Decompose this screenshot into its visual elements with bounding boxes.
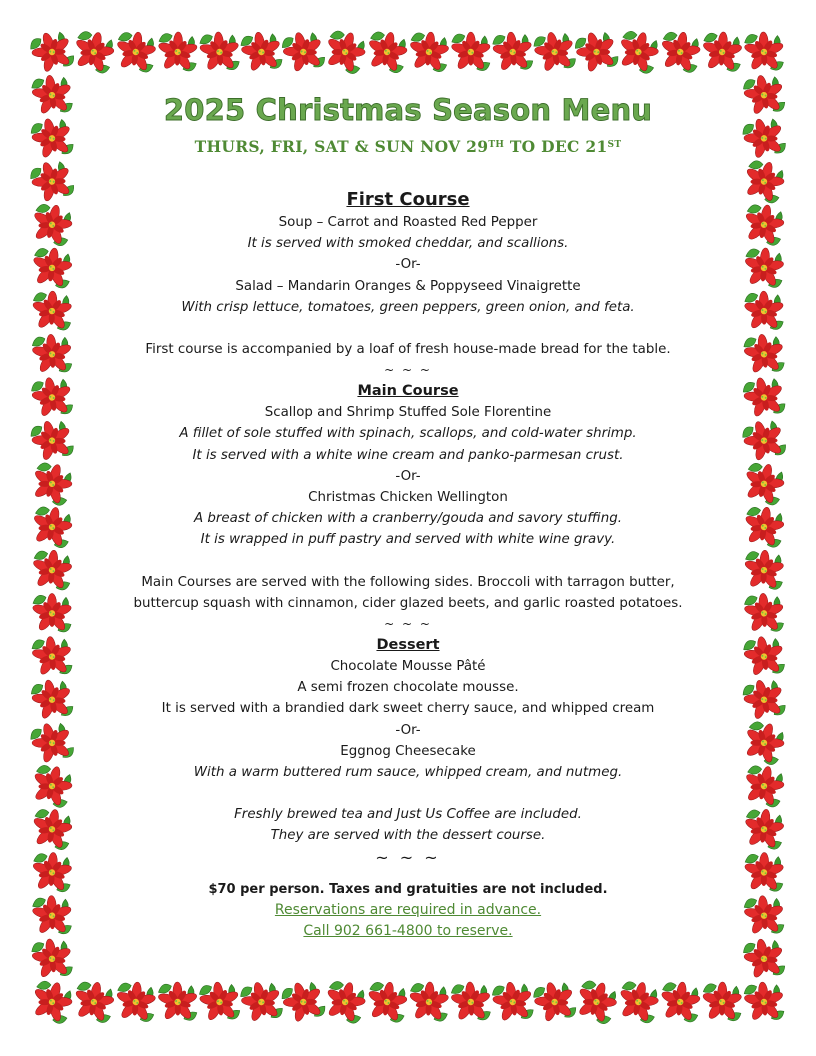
date-range-start: THURS, FRI, SAT & SUN NOV 29 bbox=[194, 137, 489, 156]
poinsettia-icon bbox=[739, 717, 790, 767]
poinsettia-icon bbox=[29, 73, 75, 117]
poinsettia-icon bbox=[740, 935, 787, 981]
poinsettia-icon bbox=[489, 979, 535, 1024]
section-separator: ~ ~ ~ bbox=[384, 617, 432, 632]
date-suffix-st: ST bbox=[607, 140, 622, 150]
poinsettia-icon bbox=[449, 981, 492, 1022]
poinsettia-icon bbox=[237, 978, 286, 1025]
poinsettia-icon bbox=[320, 27, 371, 77]
poinsettia-icon bbox=[571, 27, 622, 77]
or-divider: -Or- bbox=[395, 468, 421, 484]
poinsettia-icon bbox=[30, 333, 73, 375]
dessert-1-name: Chocolate Mousse Pâté bbox=[330, 659, 486, 675]
poinsettia-icon bbox=[739, 156, 789, 205]
poinsettia-icon bbox=[30, 635, 75, 678]
poinsettia-icon bbox=[27, 761, 77, 810]
poinsettia-icon bbox=[739, 459, 788, 507]
poinsettia-icon bbox=[740, 72, 787, 118]
poinsettia-icon bbox=[407, 30, 452, 73]
poinsettia-icon bbox=[26, 26, 78, 76]
poinsettia-icon bbox=[741, 634, 787, 679]
poinsettia-icon bbox=[450, 32, 491, 71]
poinsettia-icon bbox=[743, 852, 784, 892]
sides-line-1: Main Courses are served with the following sides. Broccoli with tarragon butter, bbox=[141, 574, 675, 590]
poinsettia-icon bbox=[743, 549, 786, 590]
price-note: $70 per person. Taxes and gratuities are not included. bbox=[208, 881, 608, 897]
beverage-note-2: They are served with the dessert course. bbox=[270, 828, 546, 844]
date-range bbox=[86, 134, 730, 158]
first-course-note: First course is accompanied by a loaf of fresh house-made bread for the table. bbox=[145, 342, 671, 358]
poinsettia-icon bbox=[157, 31, 199, 71]
dessert-2-name: Eggnog Cheesecake bbox=[340, 743, 476, 759]
poinsettia-icon bbox=[29, 245, 75, 289]
beverage-note-1: Freshly brewed tea and Just Us Coffee are included. bbox=[234, 807, 582, 823]
poinsettia-icon bbox=[27, 416, 77, 465]
main-dish-1-name: Scallop and Shrimp Stuffed Sole Florentine bbox=[264, 405, 552, 421]
main-dish-1-description: A fillet of sole stuffed with spinach, scallops, and cold-water shrimp. bbox=[179, 426, 637, 442]
poinsettia-icon bbox=[740, 201, 787, 247]
date-suffix-th: TH bbox=[488, 140, 505, 150]
or-divider: -Or- bbox=[395, 722, 421, 738]
call-to-reserve-link[interactable]: Call 902 661-4800 to reserve. bbox=[303, 923, 513, 940]
poinsettia-icon bbox=[113, 29, 159, 73]
soup-description: It is served with smoked cheddar, and scallions. bbox=[247, 236, 569, 252]
poinsettia-icon bbox=[741, 807, 786, 851]
dessert-1-description-2: It is served with a brandied dark sweet cherry sauce, and whipped cream bbox=[161, 701, 655, 717]
main-dish-2-description-2: It is wrapped in puff pastry and served with white wine gravy. bbox=[200, 532, 616, 548]
poinsettia-icon bbox=[31, 895, 73, 935]
poinsettia-icon bbox=[700, 31, 743, 73]
dessert-2-description: With a warm buttered rum sauce, whipped cream, and nutmeg. bbox=[193, 765, 623, 781]
poinsettia-icon bbox=[614, 27, 664, 76]
poinsettia-icon bbox=[26, 156, 78, 206]
poinsettia-icon bbox=[742, 246, 786, 288]
poinsettia-icon bbox=[741, 504, 787, 549]
poinsettia-icon bbox=[28, 374, 75, 419]
poinsettia-icon bbox=[739, 675, 788, 723]
poinsettia-icon bbox=[530, 977, 579, 1025]
poinsettia-icon bbox=[70, 978, 117, 1024]
poinsettia-icon bbox=[614, 978, 663, 1025]
poinsettia-icon bbox=[277, 976, 328, 1026]
date-range-end: TO DEC 21 bbox=[504, 137, 608, 156]
poinsettia-icon bbox=[27, 458, 78, 508]
poinsettia-icon bbox=[741, 332, 786, 376]
section-separator: ~ ~ ~ bbox=[375, 847, 441, 867]
section-separator: ~ ~ ~ bbox=[384, 363, 432, 378]
poinsettia-icon bbox=[30, 548, 75, 591]
poinsettia-icon bbox=[157, 982, 198, 1022]
first-course-heading: First Course bbox=[346, 189, 470, 210]
poinsettia-icon bbox=[530, 28, 578, 74]
or-divider: -Or- bbox=[395, 257, 421, 273]
main-dish-2-name: Christmas Chicken Wellington bbox=[308, 490, 508, 506]
poinsettia-icon bbox=[32, 593, 73, 632]
poinsettia-icon bbox=[198, 31, 241, 73]
reservations-link[interactable]: Reservations are required in advance. bbox=[274, 901, 542, 918]
soup-name: Soup – Carrot and Roasted Red Pepper bbox=[278, 215, 538, 230]
poinsettia-icon bbox=[278, 27, 328, 76]
main-dish-2-description: A breast of chicken with a cranberry/gouda and savory stuffing. bbox=[194, 511, 622, 527]
poinsettia-icon bbox=[740, 762, 789, 809]
poinsettia-icon bbox=[28, 200, 77, 248]
poinsettia-icon bbox=[701, 982, 742, 1022]
poinsettia-icon bbox=[27, 977, 77, 1026]
poinsettia-icon bbox=[29, 806, 76, 851]
poinsettia-icon bbox=[197, 980, 242, 1024]
poinsettia-icon bbox=[658, 980, 703, 1024]
poinsettia-icon bbox=[657, 29, 704, 74]
poinsettia-icon bbox=[26, 718, 77, 768]
poinsettia-icon bbox=[31, 290, 73, 330]
dessert-heading: Dessert bbox=[376, 637, 440, 654]
main-dish-1-description-2: It is served with a white wine cream and panko-parmesan crust. bbox=[192, 447, 624, 463]
poinsettia-icon bbox=[742, 894, 786, 936]
poinsettia-icon bbox=[114, 980, 158, 1022]
poinsettia-icon bbox=[571, 976, 622, 1026]
poinsettia-icon bbox=[490, 30, 535, 73]
poinsettia-icon bbox=[408, 981, 451, 1022]
poinsettia-icon bbox=[743, 291, 784, 331]
salad-description: With crisp lettuce, tomatoes, green peppers, green onion, and feta. bbox=[181, 299, 635, 315]
poinsettia-icon bbox=[321, 977, 370, 1025]
poinsettia-icon bbox=[27, 114, 76, 162]
poinsettia-icon bbox=[364, 979, 410, 1024]
poinsettia-icon bbox=[238, 29, 285, 74]
menu-title: 2025 Christmas Season Menu bbox=[163, 93, 653, 127]
poinsettia-icon bbox=[30, 851, 73, 893]
salad-name: Salad – Mandarin Oranges & Poppyseed Vinaigrette bbox=[235, 278, 581, 294]
main-course-heading: Main Course bbox=[357, 383, 459, 400]
poinsettia-icon bbox=[29, 936, 75, 980]
poinsettia-icon bbox=[28, 503, 76, 549]
dessert-1-description: A semi frozen chocolate mousse. bbox=[297, 680, 519, 696]
poinsettia-icon bbox=[743, 592, 786, 633]
poinsettia-icon bbox=[738, 415, 789, 465]
poinsettia-icon bbox=[363, 28, 411, 74]
poinsettia-icon bbox=[742, 980, 786, 1022]
sides-line-2: buttercup squash with cinnamon, cider glazed beets, and garlic roasted potatoes. bbox=[133, 595, 683, 611]
menu-content bbox=[86, 90, 730, 943]
poinsettia-icon bbox=[28, 676, 76, 722]
poinsettia-icon bbox=[739, 113, 789, 162]
poinsettia-icon bbox=[743, 31, 785, 71]
poinsettia-icon bbox=[70, 28, 119, 76]
poinsettia-icon bbox=[740, 373, 789, 420]
